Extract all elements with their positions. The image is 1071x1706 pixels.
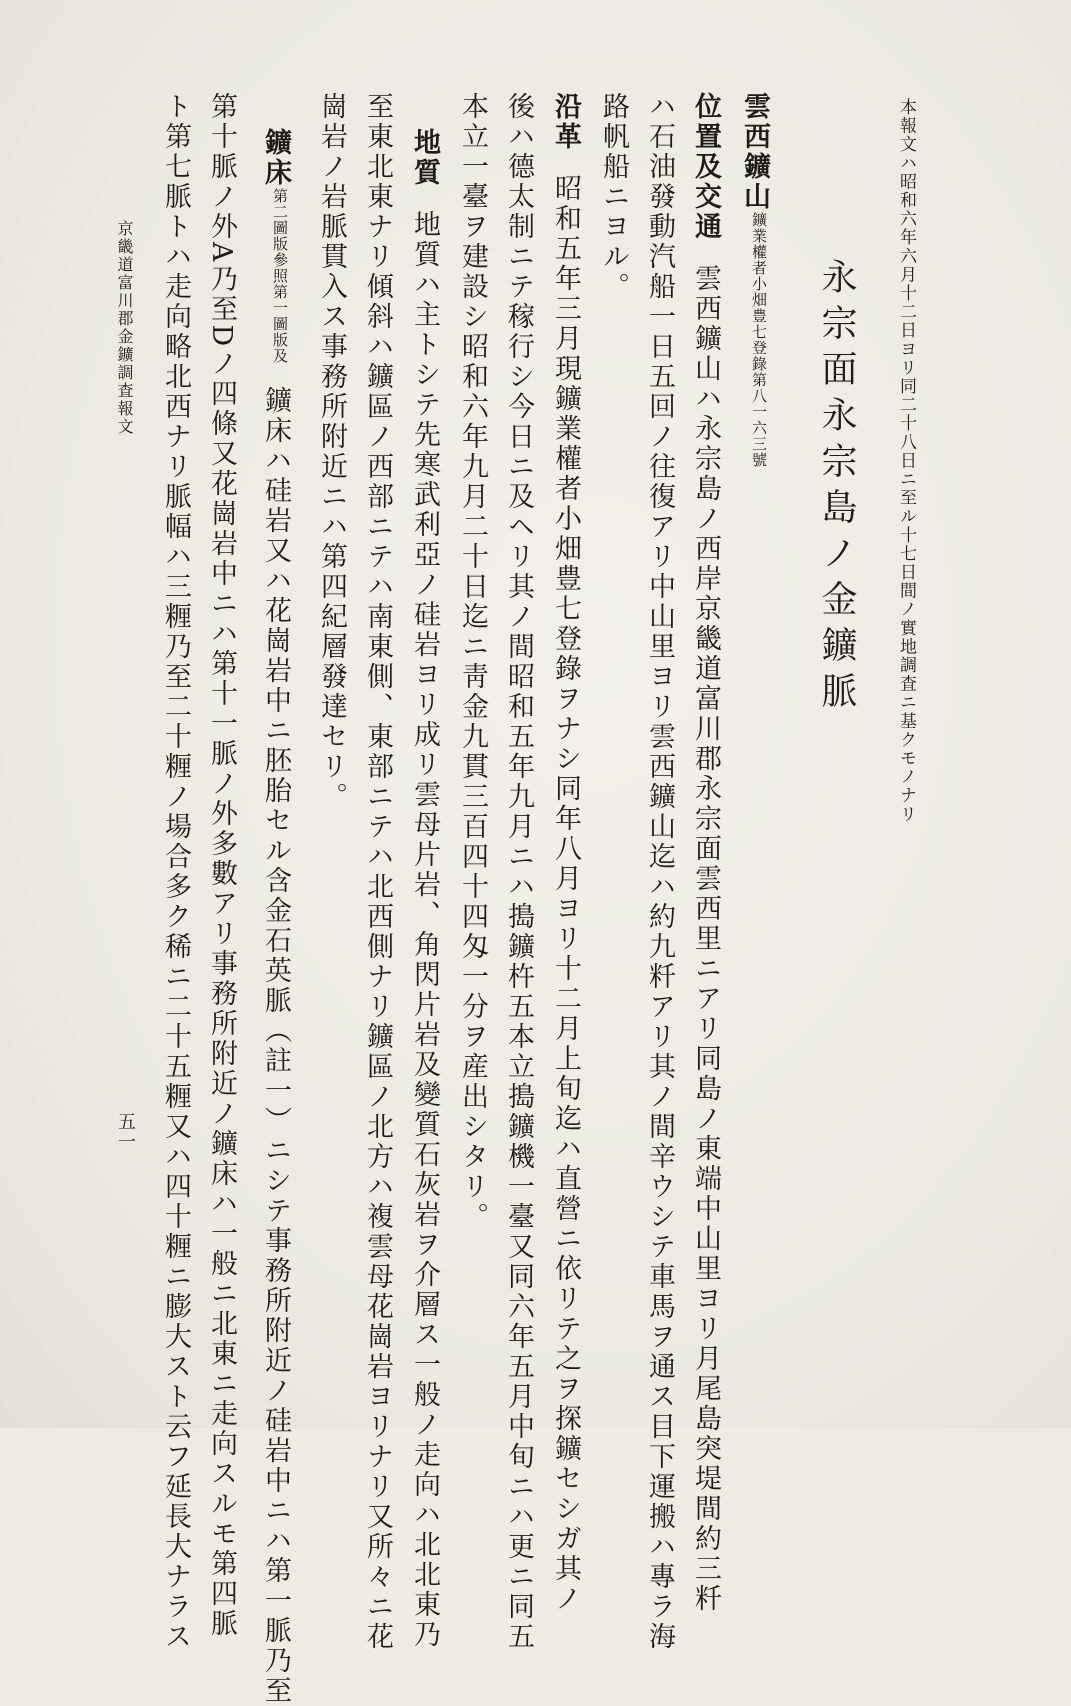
geology-line-2: 至東北東ナリ傾斜ハ鑛區ノ西部ニテハ南東側、東部ニテハ北西側ナリ鑛區ノ北方ハ複雲母花崗岩ヨリナリ又所々ニ花 xyxy=(362,92,393,1652)
mine-registration-block xyxy=(749,212,768,468)
deposit-ref-2: 第二圖版參照 xyxy=(271,188,289,284)
location-line-2: ハ石油發動汽船一日五回ノ往復アリ中山里ヨリ雲西鑛山迄ハ約九粁アリ其ノ間辛ウシテ車馬ヲ通ス目下運搬ハ專ラ海 xyxy=(644,92,675,1652)
geology-heading: 地質 xyxy=(409,128,440,188)
mine-name: 雲西鑛山 xyxy=(739,92,770,212)
page-title: 永宗面永宗島ノ金鑛脈 xyxy=(816,258,857,718)
geology-text-1: 地質ハ主トシテ先寒武利亞ノ硅岩ヨリ成リ雲母片岩、角閃片岩及變質石灰岩ヲ介層ス一般ノ走向ハ北北東乃 xyxy=(409,210,440,1650)
mine-heading xyxy=(741,92,768,468)
deposit-ref-1: 第一圖版及 xyxy=(271,284,289,364)
deposit-line-2: 第十脈ノ外A乃至Dノ四條又花崗岩中ニハ第十一脈ノ外多數アリ事務所附近ノ鑛床ハ一般ニ北東ニ走向スルモ第四脈 xyxy=(206,92,237,1640)
history-line-1 xyxy=(552,92,579,1614)
location-text-1: 雲西鑛山ハ永宗島ノ西岸京畿道富川郡永宗面雲西里ニアリ同島ノ東端中山里ヨリ月尾島突堤間約三粁 xyxy=(690,264,721,1614)
location-heading: 位置及交通 xyxy=(690,92,721,242)
mine-holder: 鑛業權者小畑豊七 xyxy=(750,212,768,340)
history-line-3: 本立一臺ヲ建設シ昭和六年九月二十日迄ニ靑金九貫三百四十四匁一分ヲ産出シタリ。 xyxy=(457,92,488,1232)
location-line-3: 路帆船ニヨル。 xyxy=(598,92,629,302)
deposit-ref-block xyxy=(270,188,289,364)
geology-line-3: 崗岩ノ岩脈貫入ス事務所附近ニハ第四紀層發達セリ。 xyxy=(316,92,347,812)
history-heading: 沿革 xyxy=(550,92,581,152)
geology-line-1 xyxy=(411,128,438,1650)
running-footer: 京畿道富川郡金鑛調査報文 xyxy=(115,220,134,436)
history-line-2: 後ハ德太制ニテ稼行シ今日ニ及ヘリ其ノ間昭和五年九月ニハ搗鑛杵五本立搗鑛機一臺又同六年五月中旬ニハ更ニ同五 xyxy=(503,92,534,1652)
mine-registration: 登錄第八一六三號 xyxy=(750,340,768,468)
page-number: 五一 xyxy=(115,1112,136,1152)
survey-note: 本報文ハ昭和六年六月十二日ヨリ同二十八日ニ至ル十七日間ノ實地調査ニ基クモノナリ xyxy=(896,98,916,824)
deposit-text-1: 鑛床ハ硅岩又ハ花崗岩中ニ胚胎セル含金石英脈（註一）ニシテ事務所附近ノ硅岩中ニハ第一脈乃至 xyxy=(260,386,291,1706)
history-text-1: 昭和五年三月現鑛業權者小畑豊七登錄ヲナシ同年八月ヨリ十二月上旬迄ハ直營ニ依リテ之ヲ探鑛セシガ其ノ xyxy=(550,174,581,1614)
deposit-heading: 鑛床 xyxy=(260,128,291,188)
deposit-line-1 xyxy=(262,128,289,1706)
location-line-1 xyxy=(692,92,719,1614)
deposit-line-3: ト第七脈トハ走向略北西ナリ脈幅ハ三糎乃至二十糎ノ場合多ク稀ニ二十五糎又ハ四十糎ニ膨大スト云フ延長大ナラス xyxy=(160,92,191,1652)
